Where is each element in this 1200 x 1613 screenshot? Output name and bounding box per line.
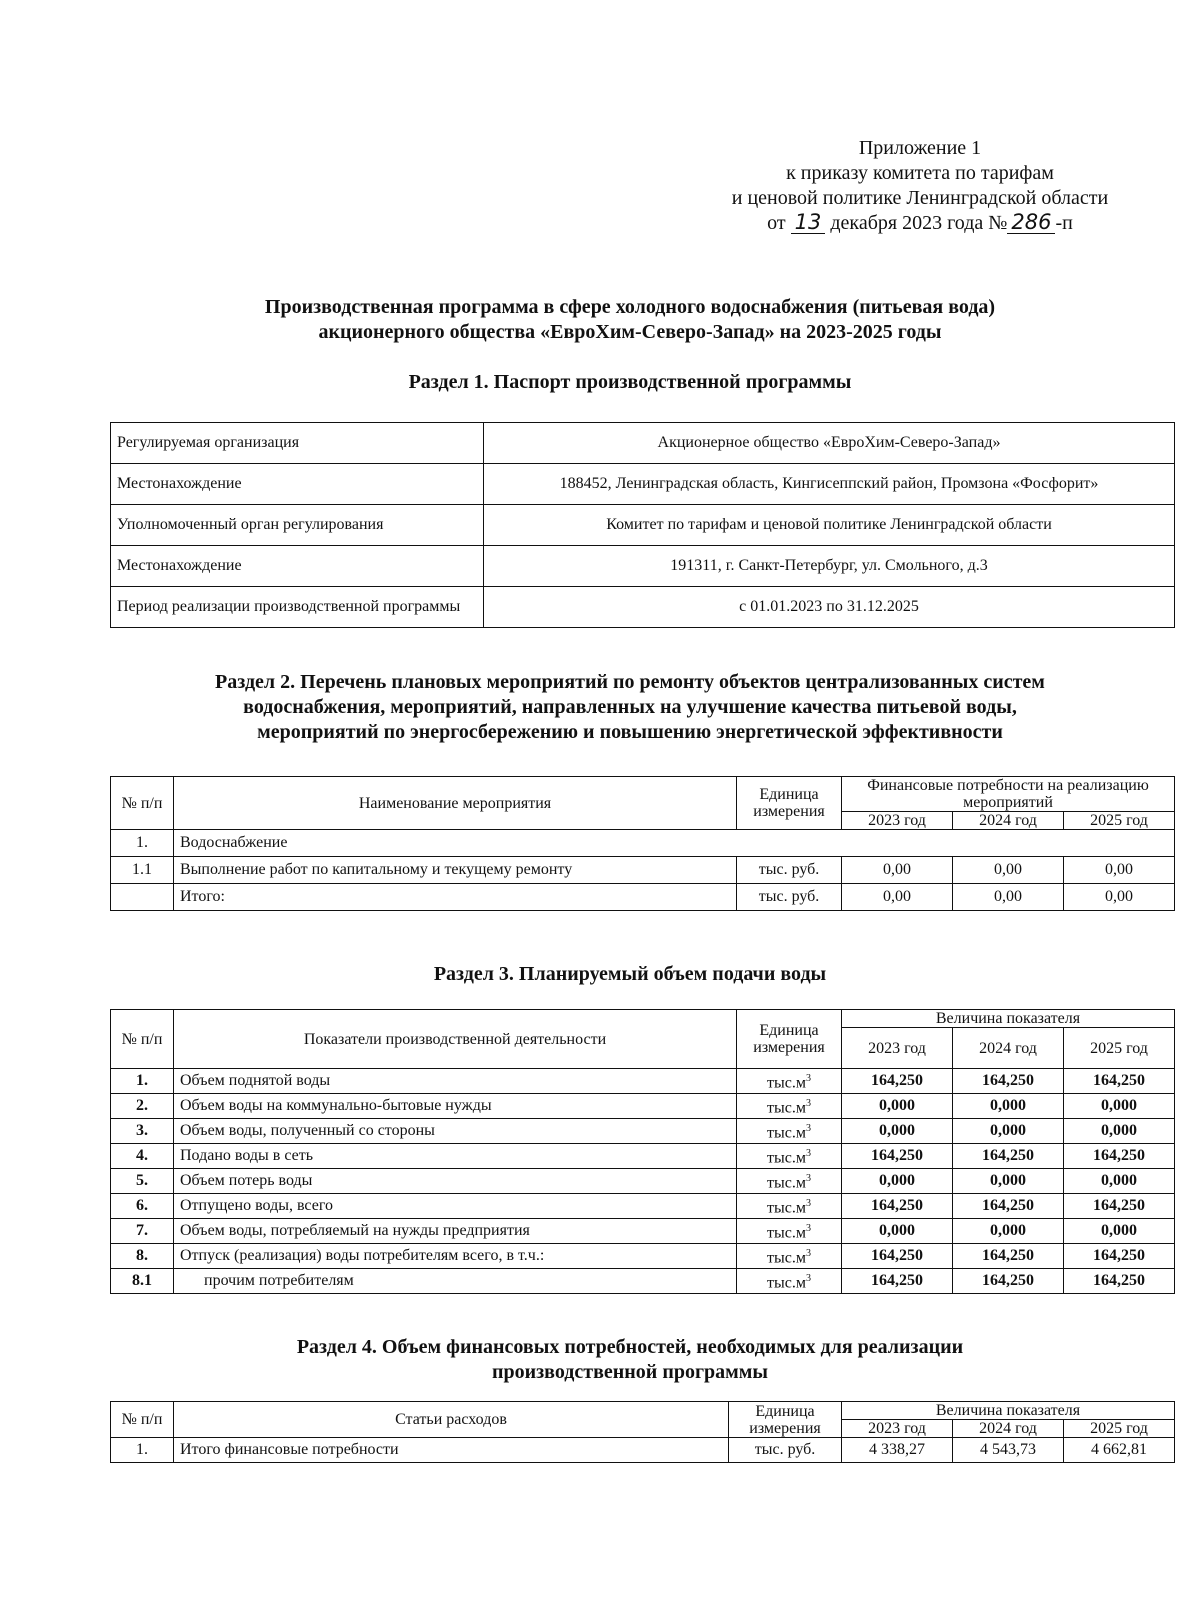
expense-name: Итого финансовые потребности	[174, 1438, 729, 1463]
unit-superscript: 3	[805, 1172, 811, 1184]
column-header-year: 2024 год	[953, 1028, 1064, 1069]
table-row	[111, 857, 1175, 884]
financial-needs-table	[110, 1401, 1175, 1463]
section-3-heading: Раздел 3. Планируемый объем подачи воды	[433, 963, 827, 985]
indicator-name: Объем воды, потребляемый на нужды предприятия	[174, 1219, 737, 1244]
passport-table	[110, 422, 1175, 628]
column-header-unit: Единица измерения	[737, 1010, 842, 1069]
water-volume-table	[110, 1009, 1175, 1294]
table-row	[111, 830, 1175, 857]
value-2025: 0,000	[1064, 1169, 1175, 1194]
row-number: 1.	[111, 1069, 174, 1094]
unit-superscript: 3	[805, 1222, 811, 1234]
column-header-financial: Финансовые потребности на реализацию мероприятий	[842, 777, 1175, 812]
column-header-year: 2025 год	[1064, 1028, 1175, 1069]
value-2024: 0,000	[953, 1094, 1064, 1119]
value-2024: 4 543,73	[953, 1438, 1064, 1463]
column-header-name: Наименование мероприятия	[174, 777, 737, 830]
indicator-name: Подано воды в сеть	[174, 1144, 737, 1169]
date-prefix: от	[767, 212, 786, 234]
passport-key: Местонахождение	[111, 464, 484, 505]
group-name: Водоснабжение	[174, 830, 1175, 857]
table-header-row	[111, 1010, 1175, 1028]
unit-cell: тыс. руб.	[737, 884, 842, 911]
row-number: 4.	[111, 1144, 174, 1169]
section-2-heading-line-1: Раздел 2. Перечень плановых мероприятий по ремонту объектов централизованных систем	[215, 671, 1045, 693]
passport-value: Акционерное общество «ЕвроХим-Северо-Запад»	[484, 423, 1175, 464]
column-header-num: № п/п	[111, 1010, 174, 1069]
table-row	[111, 884, 1175, 911]
value-2024: 164,250	[953, 1244, 1064, 1269]
value-2023: 164,250	[842, 1194, 953, 1219]
unit-text: тыс.м	[767, 1174, 806, 1192]
column-header-name: Статьи расходов	[174, 1402, 729, 1438]
number-suffix: -п	[1055, 212, 1073, 234]
column-header-num: № п/п	[111, 1402, 174, 1438]
table-row	[111, 1219, 1175, 1244]
handwritten-day: 13	[791, 211, 826, 234]
title-line-2: акционерного общества «ЕвроХим-Северо-Запад» на 2023-2025 годы	[318, 321, 942, 343]
appendix-title: Приложение 1	[858, 137, 982, 159]
value-2025: 0,00	[1064, 857, 1175, 884]
unit-superscript: 3	[805, 1147, 811, 1159]
unit-cell	[737, 1269, 842, 1294]
passport-value: 188452, Ленинградская область, Кингисеппский район, Промзона «Фосфорит»	[484, 464, 1175, 505]
table-row	[111, 1169, 1175, 1194]
row-number: 6.	[111, 1194, 174, 1219]
table-row	[111, 1119, 1175, 1144]
column-header-year: 2025 год	[1064, 812, 1175, 830]
column-header-year: 2025 год	[1064, 1420, 1175, 1438]
passport-key: Регулируемая организация	[111, 423, 484, 464]
value-2025: 0,000	[1064, 1094, 1175, 1119]
value-2025: 164,250	[1064, 1244, 1175, 1269]
unit-text: тыс.м	[767, 1199, 806, 1217]
section-4-heading	[80, 1335, 1180, 1385]
column-header-year: 2023 год	[842, 1420, 953, 1438]
appendix-order-line: к приказу комитета по тарифам	[786, 162, 1054, 184]
table-row	[111, 1069, 1175, 1094]
row-number: 3.	[111, 1119, 174, 1144]
indicator-name: Объем воды на коммунально-бытовые нужды	[174, 1094, 737, 1119]
value-2023: 0,00	[842, 857, 953, 884]
appendix-header	[660, 136, 1180, 236]
value-2023: 164,250	[842, 1144, 953, 1169]
indicator-name: Объем воды, полученный со стороны	[174, 1119, 737, 1144]
value-2025: 164,250	[1064, 1269, 1175, 1294]
column-header-unit: Единица измерения	[729, 1402, 842, 1438]
value-2025: 0,00	[1064, 884, 1175, 911]
value-2025: 164,250	[1064, 1144, 1175, 1169]
table-row	[111, 1438, 1175, 1463]
value-2023: 164,250	[842, 1269, 953, 1294]
passport-value: Комитет по тарифам и ценовой политике Ленинградской области	[484, 505, 1175, 546]
value-2023: 0,00	[842, 884, 953, 911]
title-line-1: Производственная программа в сфере холодного водоснабжения (питьевая вода)	[264, 296, 996, 318]
passport-value: 191311, г. Санкт-Петербург, ул. Смольного, д.3	[484, 546, 1175, 587]
table-row	[111, 546, 1175, 587]
unit-cell: тыс. руб.	[737, 857, 842, 884]
table-row	[111, 423, 1175, 464]
value-2023: 0,000	[842, 1094, 953, 1119]
column-header-value: Величина показателя	[842, 1402, 1175, 1420]
table-header-row	[111, 1402, 1175, 1420]
row-number: 2.	[111, 1094, 174, 1119]
column-header-unit: Единица измерения	[737, 777, 842, 830]
unit-text: тыс.м	[767, 1224, 806, 1242]
row-number	[111, 884, 174, 911]
row-number: 8.	[111, 1244, 174, 1269]
value-2025: 4 662,81	[1064, 1438, 1175, 1463]
section-1-heading: Раздел 1. Паспорт производственной программы	[408, 371, 852, 393]
section-2-heading-line-3: мероприятий по энергосбережению и повышению энергетической эффективности	[257, 721, 1003, 743]
value-2024: 164,250	[953, 1144, 1064, 1169]
value-2023: 164,250	[842, 1244, 953, 1269]
unit-text: тыс.м	[767, 1099, 806, 1117]
section-2-heading	[80, 670, 1180, 745]
row-number: 1.	[111, 1438, 174, 1463]
unit-cell: тыс. руб.	[729, 1438, 842, 1463]
row-number: 1.	[111, 830, 174, 857]
unit-superscript: 3	[805, 1272, 811, 1284]
value-2025: 0,000	[1064, 1219, 1175, 1244]
value-2024: 0,00	[953, 857, 1064, 884]
appendix-date-line	[660, 211, 1180, 236]
value-2024: 0,00	[953, 884, 1064, 911]
unit-cell	[737, 1119, 842, 1144]
table-row	[111, 587, 1175, 628]
row-number: 5.	[111, 1169, 174, 1194]
table-row	[111, 1194, 1175, 1219]
value-2024: 0,000	[953, 1119, 1064, 1144]
unit-text: тыс.м	[767, 1249, 806, 1267]
passport-value: с 01.01.2023 по 31.12.2025	[484, 587, 1175, 628]
passport-key: Местонахождение	[111, 546, 484, 587]
indicator-name: Объем потерь воды	[174, 1169, 737, 1194]
table-header-row	[111, 777, 1175, 812]
measure-name: Выполнение работ по капитальному и текущему ремонту	[174, 857, 737, 884]
value-2023: 0,000	[842, 1169, 953, 1194]
value-2023: 164,250	[842, 1069, 953, 1094]
unit-cell	[737, 1219, 842, 1244]
unit-text: тыс.м	[767, 1074, 806, 1092]
row-number: 1.1	[111, 857, 174, 884]
unit-superscript: 3	[805, 1122, 811, 1134]
column-header-year: 2024 год	[953, 812, 1064, 830]
passport-key: Период реализации производственной программы	[111, 587, 484, 628]
value-2024: 164,250	[953, 1194, 1064, 1219]
value-2025: 164,250	[1064, 1069, 1175, 1094]
value-2024: 0,000	[953, 1219, 1064, 1244]
unit-superscript: 3	[805, 1197, 811, 1209]
measures-table	[110, 776, 1175, 911]
value-2024: 0,000	[953, 1169, 1064, 1194]
unit-text: тыс.м	[767, 1274, 806, 1292]
column-header-year: 2023 год	[842, 1028, 953, 1069]
passport-key: Уполномоченный орган регулирования	[111, 505, 484, 546]
value-2025: 164,250	[1064, 1194, 1175, 1219]
unit-superscript: 3	[805, 1247, 811, 1259]
indicator-name: прочим потребителям	[174, 1269, 737, 1294]
unit-cell	[737, 1069, 842, 1094]
table-row	[111, 1094, 1175, 1119]
date-mid: декабря 2023 года №	[830, 212, 1008, 234]
unit-cell	[737, 1169, 842, 1194]
column-header-name: Показатели производственной деятельности	[174, 1010, 737, 1069]
unit-cell	[737, 1194, 842, 1219]
value-2023: 0,000	[842, 1219, 953, 1244]
row-number: 8.1	[111, 1269, 174, 1294]
table-row	[111, 1269, 1175, 1294]
value-2024: 164,250	[953, 1269, 1064, 1294]
table-row	[111, 464, 1175, 505]
column-header-num: № п/п	[111, 777, 174, 830]
indicator-name: Отпуск (реализация) воды потребителям всего, в т.ч.:	[174, 1244, 737, 1269]
column-header-year: 2024 год	[953, 1420, 1064, 1438]
table-row	[111, 1244, 1175, 1269]
value-2023: 0,000	[842, 1119, 953, 1144]
table-row	[111, 1144, 1175, 1169]
unit-text: тыс.м	[767, 1149, 806, 1167]
row-number: 7.	[111, 1219, 174, 1244]
column-header-year: 2023 год	[842, 812, 953, 830]
appendix-committee-line: и ценовой политике Ленинградской области	[731, 187, 1109, 209]
unit-cell	[737, 1244, 842, 1269]
section-4-heading-line-2: производственной программы	[491, 1361, 769, 1383]
measure-name: Итого:	[174, 884, 737, 911]
unit-cell	[737, 1144, 842, 1169]
value-2023: 4 338,27	[842, 1438, 953, 1463]
handwritten-number: 286	[1007, 211, 1055, 234]
unit-superscript: 3	[805, 1072, 811, 1084]
indicator-name: Объем поднятой воды	[174, 1069, 737, 1094]
section-2-heading-line-2: водоснабжения, мероприятий, направленных на улучшение качества питьевой воды,	[243, 696, 1017, 718]
column-header-value: Величина показателя	[842, 1010, 1175, 1028]
section-4-heading-line-1: Раздел 4. Объем финансовых потребностей, необходимых для реализации	[296, 1336, 964, 1358]
table-row	[111, 505, 1175, 546]
document-title	[80, 295, 1180, 345]
unit-superscript: 3	[805, 1097, 811, 1109]
value-2025: 0,000	[1064, 1119, 1175, 1144]
value-2024: 164,250	[953, 1069, 1064, 1094]
unit-text: тыс.м	[767, 1124, 806, 1142]
unit-cell	[737, 1094, 842, 1119]
indicator-name: Отпущено воды, всего	[174, 1194, 737, 1219]
